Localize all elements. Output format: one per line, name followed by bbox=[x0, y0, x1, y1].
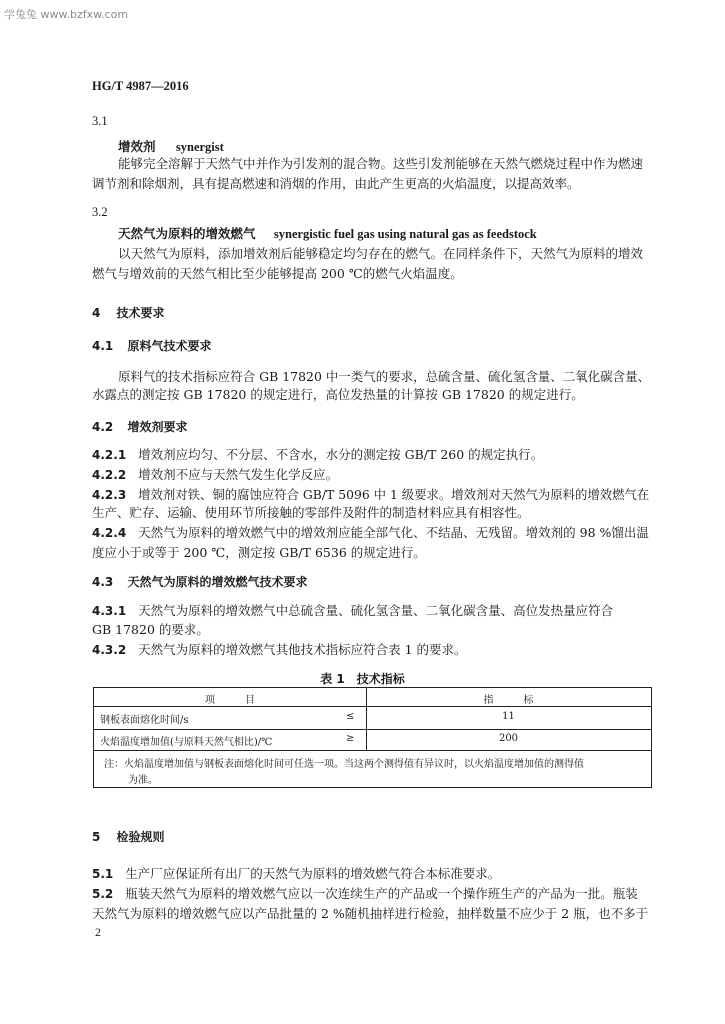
table-cell-value: 11 bbox=[502, 711, 515, 722]
clause-continuation: 度应小于或等于 200 ℃，测定按 GB/T 6536 的规定进行。 bbox=[92, 545, 426, 560]
clause bbox=[92, 884, 638, 902]
section-number: 4 bbox=[92, 306, 101, 320]
subsection-number: 4.1 bbox=[92, 339, 114, 353]
table-cell-operator: ≥ bbox=[346, 733, 355, 744]
table-cell-value: 200 bbox=[498, 733, 519, 744]
term-definition-line: 燃气与增效前的天然气相比至少能够提高 200 ℃的燃气火焰温度。 bbox=[92, 266, 463, 281]
section-number: 5 bbox=[92, 830, 101, 844]
clause bbox=[92, 485, 649, 503]
clause-text: 增效剂不应与天然气发生化学反应。 bbox=[138, 467, 339, 482]
table-note-line: 注：火焰温度增加值与钢板表面熔化时间可任选一项。当这两个测得值有异议时，以火焰温度增加值的测得值 bbox=[104, 759, 584, 770]
term-zh: 增效剂 bbox=[118, 139, 156, 154]
clause bbox=[92, 640, 467, 658]
clause-number: 5.2 bbox=[92, 887, 114, 901]
clause bbox=[92, 864, 500, 882]
section-heading bbox=[92, 828, 165, 845]
term-title bbox=[118, 224, 537, 242]
term-en: synergistic fuel gas using natural gas as feedstock bbox=[273, 227, 537, 241]
clause-text: 天然气为原料的增效燃气其他技术指标应符合表 1 的要求。 bbox=[138, 642, 467, 657]
table-caption: 表 1 技术指标 bbox=[320, 672, 405, 686]
table-note-line: 为准。 bbox=[128, 775, 158, 786]
clause bbox=[92, 465, 338, 483]
section-title: 检验规则 bbox=[116, 830, 165, 844]
clause bbox=[92, 523, 649, 541]
clause-number: 4.2.1 bbox=[92, 448, 127, 462]
subsection-title: 天然气为原料的增效燃气技术要求 bbox=[127, 575, 308, 589]
subsection-number: 4.3 bbox=[92, 575, 114, 589]
clause bbox=[92, 445, 543, 463]
paragraph-line: 水露点的测定按 GB 17820 的规定进行，高位发热量的计算按 GB 17820 的规定进行。 bbox=[92, 387, 584, 402]
clause-text: 生产厂应保证所有出厂的天然气为原料的增效燃气符合本标准要求。 bbox=[125, 866, 501, 881]
subsection-title: 原料气技术要求 bbox=[127, 339, 212, 353]
clause-text: 天然气为原料的增效燃气中的增效剂应能全部气化、不结晶、无残留。增效剂的 98 %馏出温 bbox=[138, 525, 649, 540]
clause-number: 4.3.2 bbox=[92, 643, 127, 657]
clause-number: 4.3.1 bbox=[92, 604, 127, 618]
table-header-index: 指 标 bbox=[483, 695, 534, 706]
term-title bbox=[118, 137, 224, 155]
clause-continuation: 生产、贮存、运输、使用环节所接触的零部件及附件的制造材料应具有相容性。 bbox=[92, 505, 530, 520]
technical-index-table bbox=[93, 687, 652, 788]
clause-number: 4.2.3 bbox=[92, 488, 127, 502]
clause-number: 4.2.2 bbox=[92, 468, 127, 482]
section-heading bbox=[92, 304, 165, 321]
standard-number: HG/T 4987—2016 bbox=[92, 79, 189, 93]
term-zh: 天然气为原料的增效燃气 bbox=[118, 226, 256, 241]
clause-text: 瓶装天然气为原料的增效燃气应以一次连续生产的产品或一个操作班生产的产品为一批。瓶装 bbox=[125, 886, 638, 901]
subsection-heading bbox=[92, 573, 307, 590]
clause bbox=[92, 601, 613, 619]
term-definition-line: 调节剂和除烟剂，具有提高燃速和消烟的作用，由此产生更高的火焰温度，以提高效率。 bbox=[92, 176, 580, 191]
table-cell-item: 钢板表面熔化时间/s bbox=[100, 715, 189, 726]
subsection-heading bbox=[92, 337, 211, 354]
term-en: synergist bbox=[175, 140, 224, 154]
watermark: 学兔兔 www.bzfxw.com bbox=[4, 8, 129, 21]
term-definition-line: 能够完全溶解于天然气中并作为引发剂的混合物。这些引发剂能够在天然气燃烧过程中作为燃速 bbox=[118, 156, 644, 171]
clause-text: 增效剂对铁、铜的腐蚀应符合 GB/T 5096 中 1 级要求。增效剂对天然气为原料的增效燃气在 bbox=[138, 488, 650, 502]
page-number: 2 bbox=[95, 925, 101, 939]
table-rule bbox=[94, 729, 651, 730]
table-rule bbox=[94, 750, 651, 751]
clause-continuation: GB 17820 的要求。 bbox=[92, 622, 209, 637]
clause-number: 5.1 bbox=[92, 867, 114, 881]
term-definition-line: 以天然气为原料，添加增效剂后能够稳定均匀存在的燃气。在同样条件下，天然气为原料的增效 bbox=[118, 246, 644, 261]
section-title: 技术要求 bbox=[116, 306, 165, 320]
subsection-number: 4.2 bbox=[92, 420, 114, 434]
clause-text: 天然气为原料的增效燃气中总硫含量、硫化氢含量、二氧化碳含量、高位发热量应符合 bbox=[138, 603, 614, 618]
table-header-item: 项 目 bbox=[205, 695, 255, 706]
paragraph-line: 原料气的技术指标应符合 GB 17820 中一类气的要求，总硫含量、硫化氢含量、二氧化碳含量、 bbox=[118, 369, 651, 384]
subsection-heading bbox=[92, 418, 187, 435]
table-cell-operator: ≤ bbox=[346, 711, 355, 722]
clause-continuation: 天然气为原料的增效燃气应以产品批量的 2 %随机抽样进行检验，抽样数量不应少于 2 瓶，也不多于 bbox=[92, 906, 649, 921]
term-number: 3.2 bbox=[92, 205, 108, 219]
clause-text: 增效剂应均匀、不分层、不含水，水分的测定按 GB/T 260 的规定执行。 bbox=[138, 447, 544, 462]
subsection-title: 增效剂要求 bbox=[127, 420, 188, 434]
table-rule bbox=[94, 706, 651, 707]
term-number: 3.1 bbox=[92, 114, 108, 128]
clause-number: 4.2.4 bbox=[92, 526, 127, 540]
table-cell-item: 火焰温度增加值(与原料天然气相比)/℃ bbox=[100, 737, 273, 748]
